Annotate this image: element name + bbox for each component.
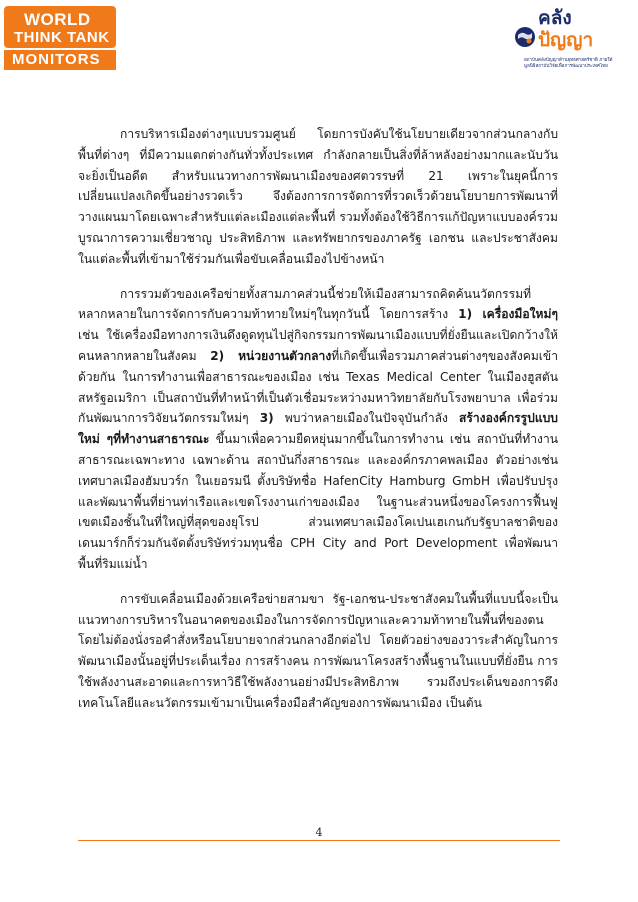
klang-panya-logo: [514, 7, 624, 72]
paragraph-3-text: การขับเคลื่อนเมืองด้วยเครือข่ายสามขา รัฐ-เอกชน-ประชาสังคมในพื้นที่แบบนี้จะเป็นแนวทางการบริหารในอนาคตของเมืองในการจัดการปัญหาและความท้าทายในพื้นที่ของตนโดยไม่ต้องนั่งรอคำสั่งหรือนโยบายจากส่วนกลางอีกต่อไป โดยตัวอย่างของวาระสำคัญในการพัฒนาเมืองนั้นอยู่ที่ประเด็นเรื่อง การสร้างคน การพัฒนาโครงสร้างพื้นฐานในแบบที่ยั่งยืน การใช้พลังงานสะอาดและการหาวิธีใช้พลังงานอย่างมีประสิทธิภาพ รวมถึงประเด็นของการดึงเทคโนโลยีและนวัตกรรมเข้ามาเป็นเครื่องมือสำคัญของการพัฒนาเมือง เป็นต้น: [78, 591, 558, 710]
paragraph-1: [78, 124, 558, 270]
world-think-tank-monitors-logo: [0, 6, 128, 72]
article-body: [78, 124, 558, 728]
logo-line-monitors: MONITORS: [12, 51, 101, 68]
logo-line-world: WORLD: [24, 10, 91, 29]
paragraph-2-text-i: ขึ้นมาเพื่อความยืดหยุ่นมากขึ้นในการทำงาน เช่น สถาบันที่ทำงานสาธารณะเฉพาะทาง เฉพาะด้าน สถาบันกึ่งสาธารณะ และองค์กรภาคพลเมือง ตัวอย่างเช่น เทศบาลเมืองฮัมบวร์ก ในเยอรมนี ตั้งบริษัทชื่อ HafenCity Hamburg GmbH เพื่อปรับปรุงและพัฒนาพื้นที่ย่านท่าเรือและเขตโรงงานเก่าของเมือง ในฐานะส่วนหนึ่งของโครงการฟื้นฟูเขตเมืองชั้นในที่ใหญ่ที่สุดของยุโรป ส่วนเทศบาลเมืองโคเปนเฮเกนกับรัฐบาลชาติของเดนมาร์กก็ร่วมกันจัดตั้งบริษัทร่วมทุนชื่อ CPH City and Port Development เพื่อพัฒนาพื้นที่ริมแม่น้ำ: [78, 432, 559, 571]
paragraph-2-bold-new-org: สร้างองค์กรรูปแบบใหม่ ๆที่ทำงานสาธารณะ: [78, 411, 558, 447]
paragraph-1-text: การบริหารเมืองต่างๆแบบรวมศูนย์ โดยการบังคับใช้นโยบายเดียวจากส่วนกลางกับพื้นที่ต่างๆ ที่มีความแตกต่างกันทั่วทั้งประเทศ กำลังกลายเป็นสิ่งที่ล้าหลังอย่างมากและนับวันจะยิ่งเป็นอดีต สำหรับแนวทางการพัฒนาเมืองของศตวรรษที่ 21 เพราะในยุคนี้การเปลี่ยนแปลงเกิดขึ้นอย่างรวดเร็ว จึงต้องการการจัดการที่รวดเร็วด้วยนโยบายการพัฒนาที่วางแผนมาโดยเฉพาะสำหรับแต่ละเมืองแต่ละพื้นที่ รวมทั้งต้องใช้วิธีการแก้ปัญหาแบบองค์รวม บูรณาการความเชี่ยวชาญ ประสิทธิภาพ และทรัพยากรของภาครัฐ เอกชน และประชาสังคมในแต่ละพื้นที่เข้ามาใช้ร่วมกันเพื่อขับเคลื่อนเมืองไปข้างหน้า: [78, 127, 558, 266]
paragraph-2-text-a: การรวมตัวของเครือข่ายทั้งสามภาคส่วนนี้ช่วยให้เมืองสามารถคิดค้นนวัตกรรมที่หลากหลายในการจัดการกับความท้าทายใหม่ๆในทุกวันนี้ โดยการสร้าง: [78, 286, 532, 322]
paragraph-2-bold-intermediary: 2) หน่วยงานตัวกลาง: [210, 348, 332, 363]
paragraph-2: [78, 284, 558, 575]
page-header: [0, 0, 638, 78]
paragraph-2-bold-tools: 1) เครื่องมือใหม่ๆ: [458, 307, 558, 322]
paragraph-2-text-g: พบว่าหลายเมืองในปัจจุบันกำลัง: [273, 411, 459, 426]
klang-title: [538, 8, 593, 52]
klang-title-part1: คลัง: [538, 7, 572, 29]
paragraph-2-text-e: ที่เกิดขึ้นเพื่อรวมภาคส่วนต่างๆของสังคมเข้าด้วยกัน ในการทำงานเพื่อสาธารณะของเมือง เช่น Texas Medical Center ในเมืองฮูสตัน สหรัฐอเมริกา เป็นสถาบันที่ทำหน้าที่เป็นตัวเชื่อมระหว่างมหาวิทยาลัยกับโรงพยาบาล เพื่อร่วมกันพัฒนาการวิจัยนวัตกรรมใหม่ๆ: [78, 348, 558, 426]
footer-divider: [78, 840, 560, 841]
paragraph-2-bold-3: 3): [259, 411, 274, 426]
logo-line-think-tank: THINK TANK: [14, 29, 110, 46]
page-number: 4: [315, 826, 323, 839]
globe-icon: [514, 26, 536, 48]
klang-title-part2: ปัญญา: [538, 28, 594, 51]
klang-subtitle: สถาบันคลังปัญญาด้านยุทธศาสตร์ชาติ ภายใต้มูลนิธิสถาบันวิจัยเพื่อการพัฒนาประเทศไทย: [524, 58, 613, 69]
paragraph-2-text-c: เช่น ใช้เครื่องมือทางการเงินดึงดูดทุนไปสู่กิจกรรมการพัฒนาเมืองแบบที่ยั่งยืนและเปิดกว้างให้คนหลากหลายในสังคม: [78, 328, 558, 363]
paragraph-3: [78, 589, 558, 714]
